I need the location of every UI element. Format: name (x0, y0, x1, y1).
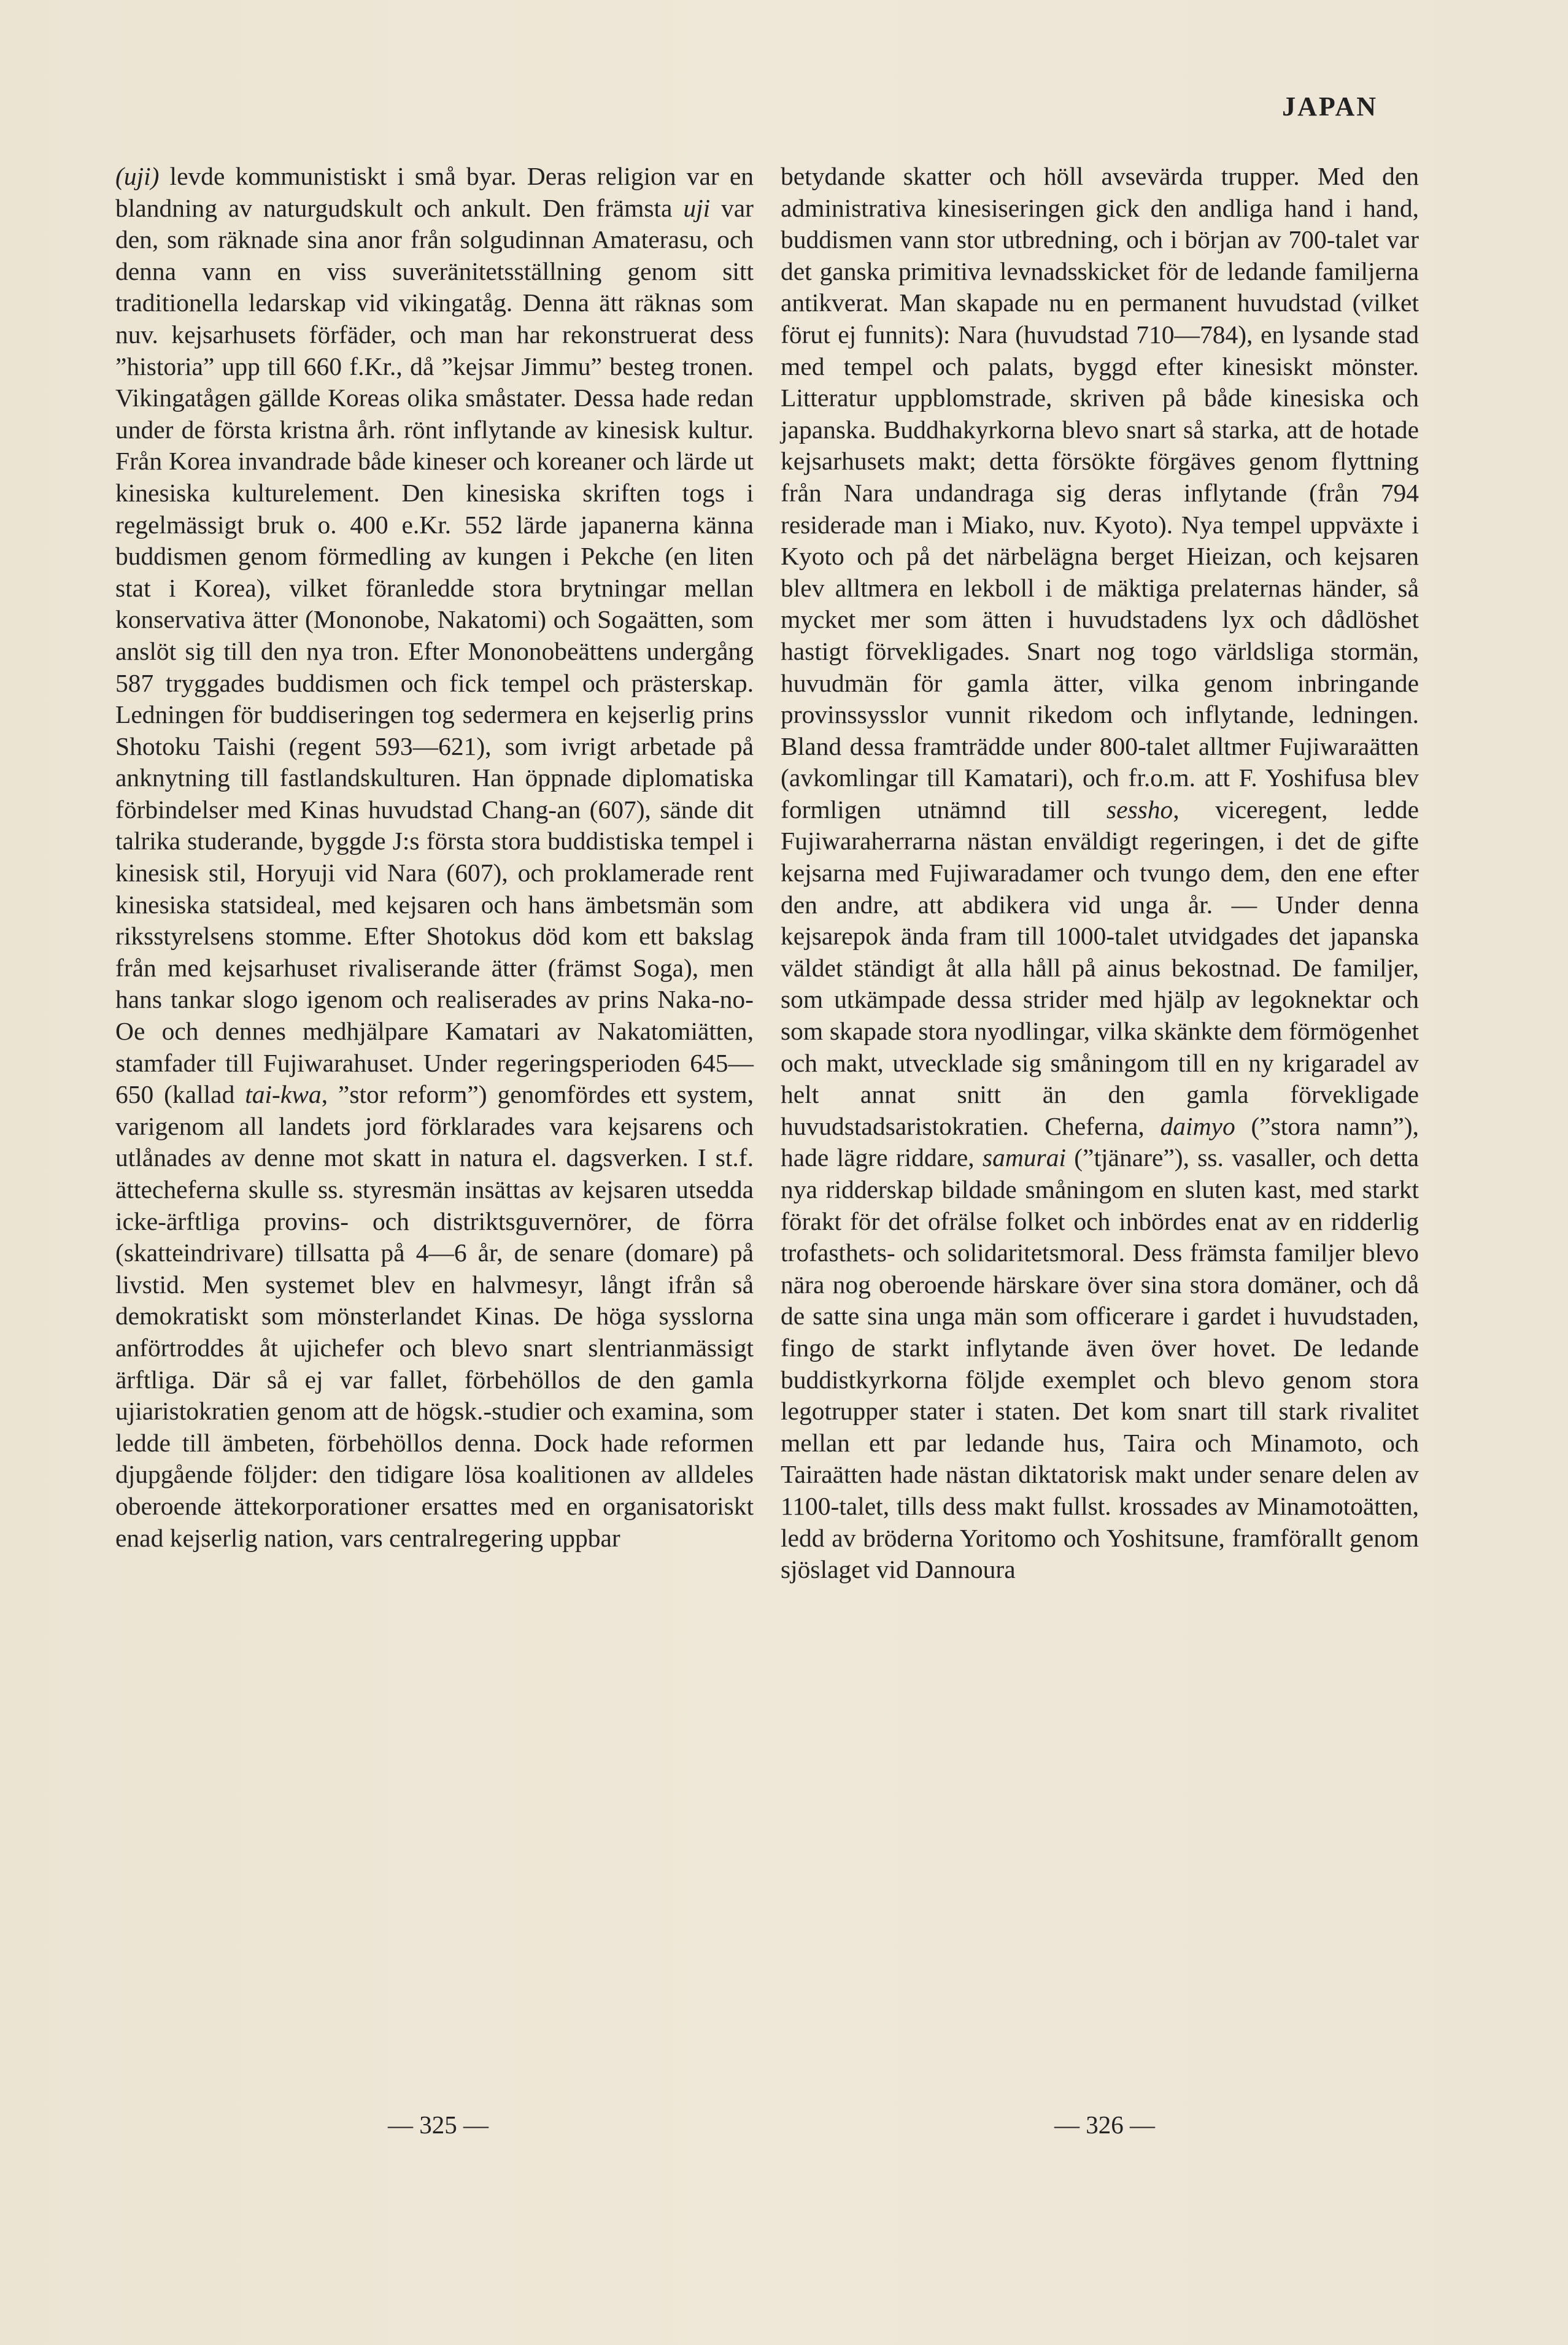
text-segment: (”stora namn”), hade lägre riddare, (781, 1111, 1419, 1172)
italic-term-tai-kwa: tai-kwa (245, 1080, 322, 1109)
left-column (115, 161, 754, 1554)
italic-term-uji: (uji) (115, 162, 160, 190)
page-number-left: — 325 — (388, 2111, 489, 2139)
text-segment: , ”stor reform”) genomfördes ett system, varigenom all landets jord förklarades vara kejsarens och utlånades av denne mot skatt in natura el. dagsverken. I st.f. ättecheferna skulle ss. styresmän insättas av kejsaren utsedda icke-ärftliga provins- och distriktsguvernörer, de förra (skatteindrivare) tillsatta på 4—6 år, de senare (domare) på livstid. Men systemet blev en halvmesyr, långt ifrån så demokratiskt som mönsterlandet Kinas. De höga sysslorna anförtroddes åt ujichefer och blevo snart slentrianmässigt ärftliga. Där så ej var fallet, förbehöllos de den gamla ujiaristokratien genom att de högsk.-studier och examina, som ledde till ämbeten, förbehöllos denna. Dock hade reformen djupgående följder: den tidigare lösa koalitionen av alldeles oberoende ättekorporationer ersattes med en organisatoriskt enad kejserlig nation, vars centralregering uppbar (115, 1080, 754, 1552)
italic-term-uji: uji (683, 193, 711, 222)
italic-term-sessho: sessho (1106, 795, 1173, 824)
text-segment: var den, som räknade sina anor från solgudinnan Amaterasu, och denna vann en viss suveränitetsställning genom sitt traditionella ledarskap vid vikingatåg. Denna ätt räknas som nuv. kejsarhusets förfäder, och man har rekonstruerat dess ”historia” upp till 660 f.Kr., då ”kejsar Jimmu” besteg tronen. Vikingatågen gällde Koreas olika småstater. Dessa hade redan under de första kristna årh. rönt inflytande av kinesisk kultur. Från Korea invandrade både kineser och koreaner och lärde ut kinesiska kulturelement. Den kinesiska skriften togs i regelmässigt bruk o. 400 e.Kr. 552 lärde japanerna känna buddismen genom förmedling av kungen i Pekche (en liten stat i Korea), vilket föranledde stora brytningar mellan konservativa ätter (Mononobe, Nakatomi) och Sogaätten, som anslöt sig till den nya tron. Efter Mononobeättens undergång 587 tryggades buddismen och fick tempel och prästerskap. Ledningen för buddiseringen tog sedermera en kejserlig prins Shotoku Taishi (regent 593—621), som ivrigt arbetade på anknytning till fastlandskulturen. Han öppnade diplomatiska förbindelser med Kinas huvudstad Chang-an (607), sände dit talrika studerande, byggde J:s första stora buddistiska tempel i kinesisk stil, Horyuji vid Nara (607), och proklamerade rent kinesiska statsideal, med kejsaren och hans ämbetsmän som riksstyrelsens stomme. Efter Shotokus död kom ett bakslag från med kejsarhuset rivaliserande ätter (främst Soga), men hans tankar slogo igenom och realiserades av prins Naka-no-Oe och dennes medhjälpare Kamatari av Nakatomiätten, stamfader till Fujiwarahuset. Under regeringsperioden 645—650 (kallad (115, 193, 754, 1109)
text-segment: betydande skatter och höll avsevärda trupper. Med den administrativa kinesiseringen gick den andliga hand i hand, buddismen vann stor utbredning, och i början av 700-talet var det ganska primitiva levnadsskicket för de ledande familjerna antikverat. Man skapade nu en permanent huvudstad (vilket förut ej funnits): Nara (huvudstad 710—784), en lysande stad med tempel och palats, byggd efter kinesiskt mönster. Litteratur uppblomstrade, skriven på både kinesiska och japanska. Buddhakyrkorna blevo snart så starka, att de hotade kejsarhusets makt; detta försökte förgäves genom flyttning från Nara undandraga sig deras inflytande (från 794 residerade man i Miako, nuv. Kyoto). Nya tempel uppväxte i Kyoto och på det närbelägna berget Hieizan, och kejsaren blev alltmera en lekboll i de mäktiga prelaternas händer, så mycket mer som ätten i huvudstadens lyx och dådlöshet hastigt förvekligades. Snart nog togo världsliga stormän, huvudmän för gamla ätter, vilka genom inbringande provinssysslor vunnit rikedom och inflytande, ledningen. Bland dessa framträdde under 800-talet alltmer Fujiwaraätten (avkomlingar till Kamatari), och fr.o.m. att F. Yoshifusa blev formligen utnämnd till (781, 162, 1419, 824)
left-column-text (115, 161, 754, 1554)
text-segment: , viceregent, ledde Fujiwaraherrarna nästan enväldigt regeringen, i det de gifte kejsarna med Fujiwaradamer och tvungo dem, den ene efter den andre, att abdikera vid unga år. — Under denna kejsarepok ända fram till 1000-talet utvidgades det japanska väldet ständigt åt alla håll på ainus bekostnad. De familjer, som utkämpade dessa strider med hjälp av legoknektar och som skapade stora nyodlingar, vilka skänkte dem förmögenhet och makt, utvecklade sig småningom till en ny krigaradel av helt annat snitt än den gamla förvekligade huvudstadsaristokratien. Cheferna, (781, 795, 1419, 1140)
page-number-right: — 326 — (1054, 2111, 1155, 2139)
running-header: JAPAN (1282, 91, 1378, 122)
italic-term-daimyo: daimyo (1160, 1111, 1235, 1140)
text-segment: levde kommunistiskt i små byar. Deras religion var en blandning av naturgudskult och ankult. Den främsta (115, 162, 754, 222)
right-column (781, 161, 1419, 1586)
right-column-text (781, 161, 1419, 1586)
text-segment: (”tjänare”), ss. vasaller, och detta nya ridderskap bildade småningom en sluten kast, med starkt förakt för det ofrälse folket och inbördes enat av en ridderlig trofasthets- och solidaritetsmoral. Dess främsta familjer blevo nära nog oberoende härskare över sina stora domäner, och då de satte sina unga män som officerare i gardet i huvudstaden, fingo de starkt inflytande även över hovet. De ledande buddistkyrkorna följde exemplet och blevo genom stora legotrupper stater i staten. Det kom snart till stark rivalitet mellan ett par ledande hus, Taira och Minamoto, och Tairaätten hade nästan diktatorisk makt under senare delen av 1100-talet, tills dess makt fullst. krossades av Minamotoätten, ledd av bröderna Yoritomo och Yoshitsune, framförallt genom sjöslaget vid Dannoura (781, 1143, 1419, 1584)
italic-term-samurai: samurai (982, 1143, 1066, 1172)
